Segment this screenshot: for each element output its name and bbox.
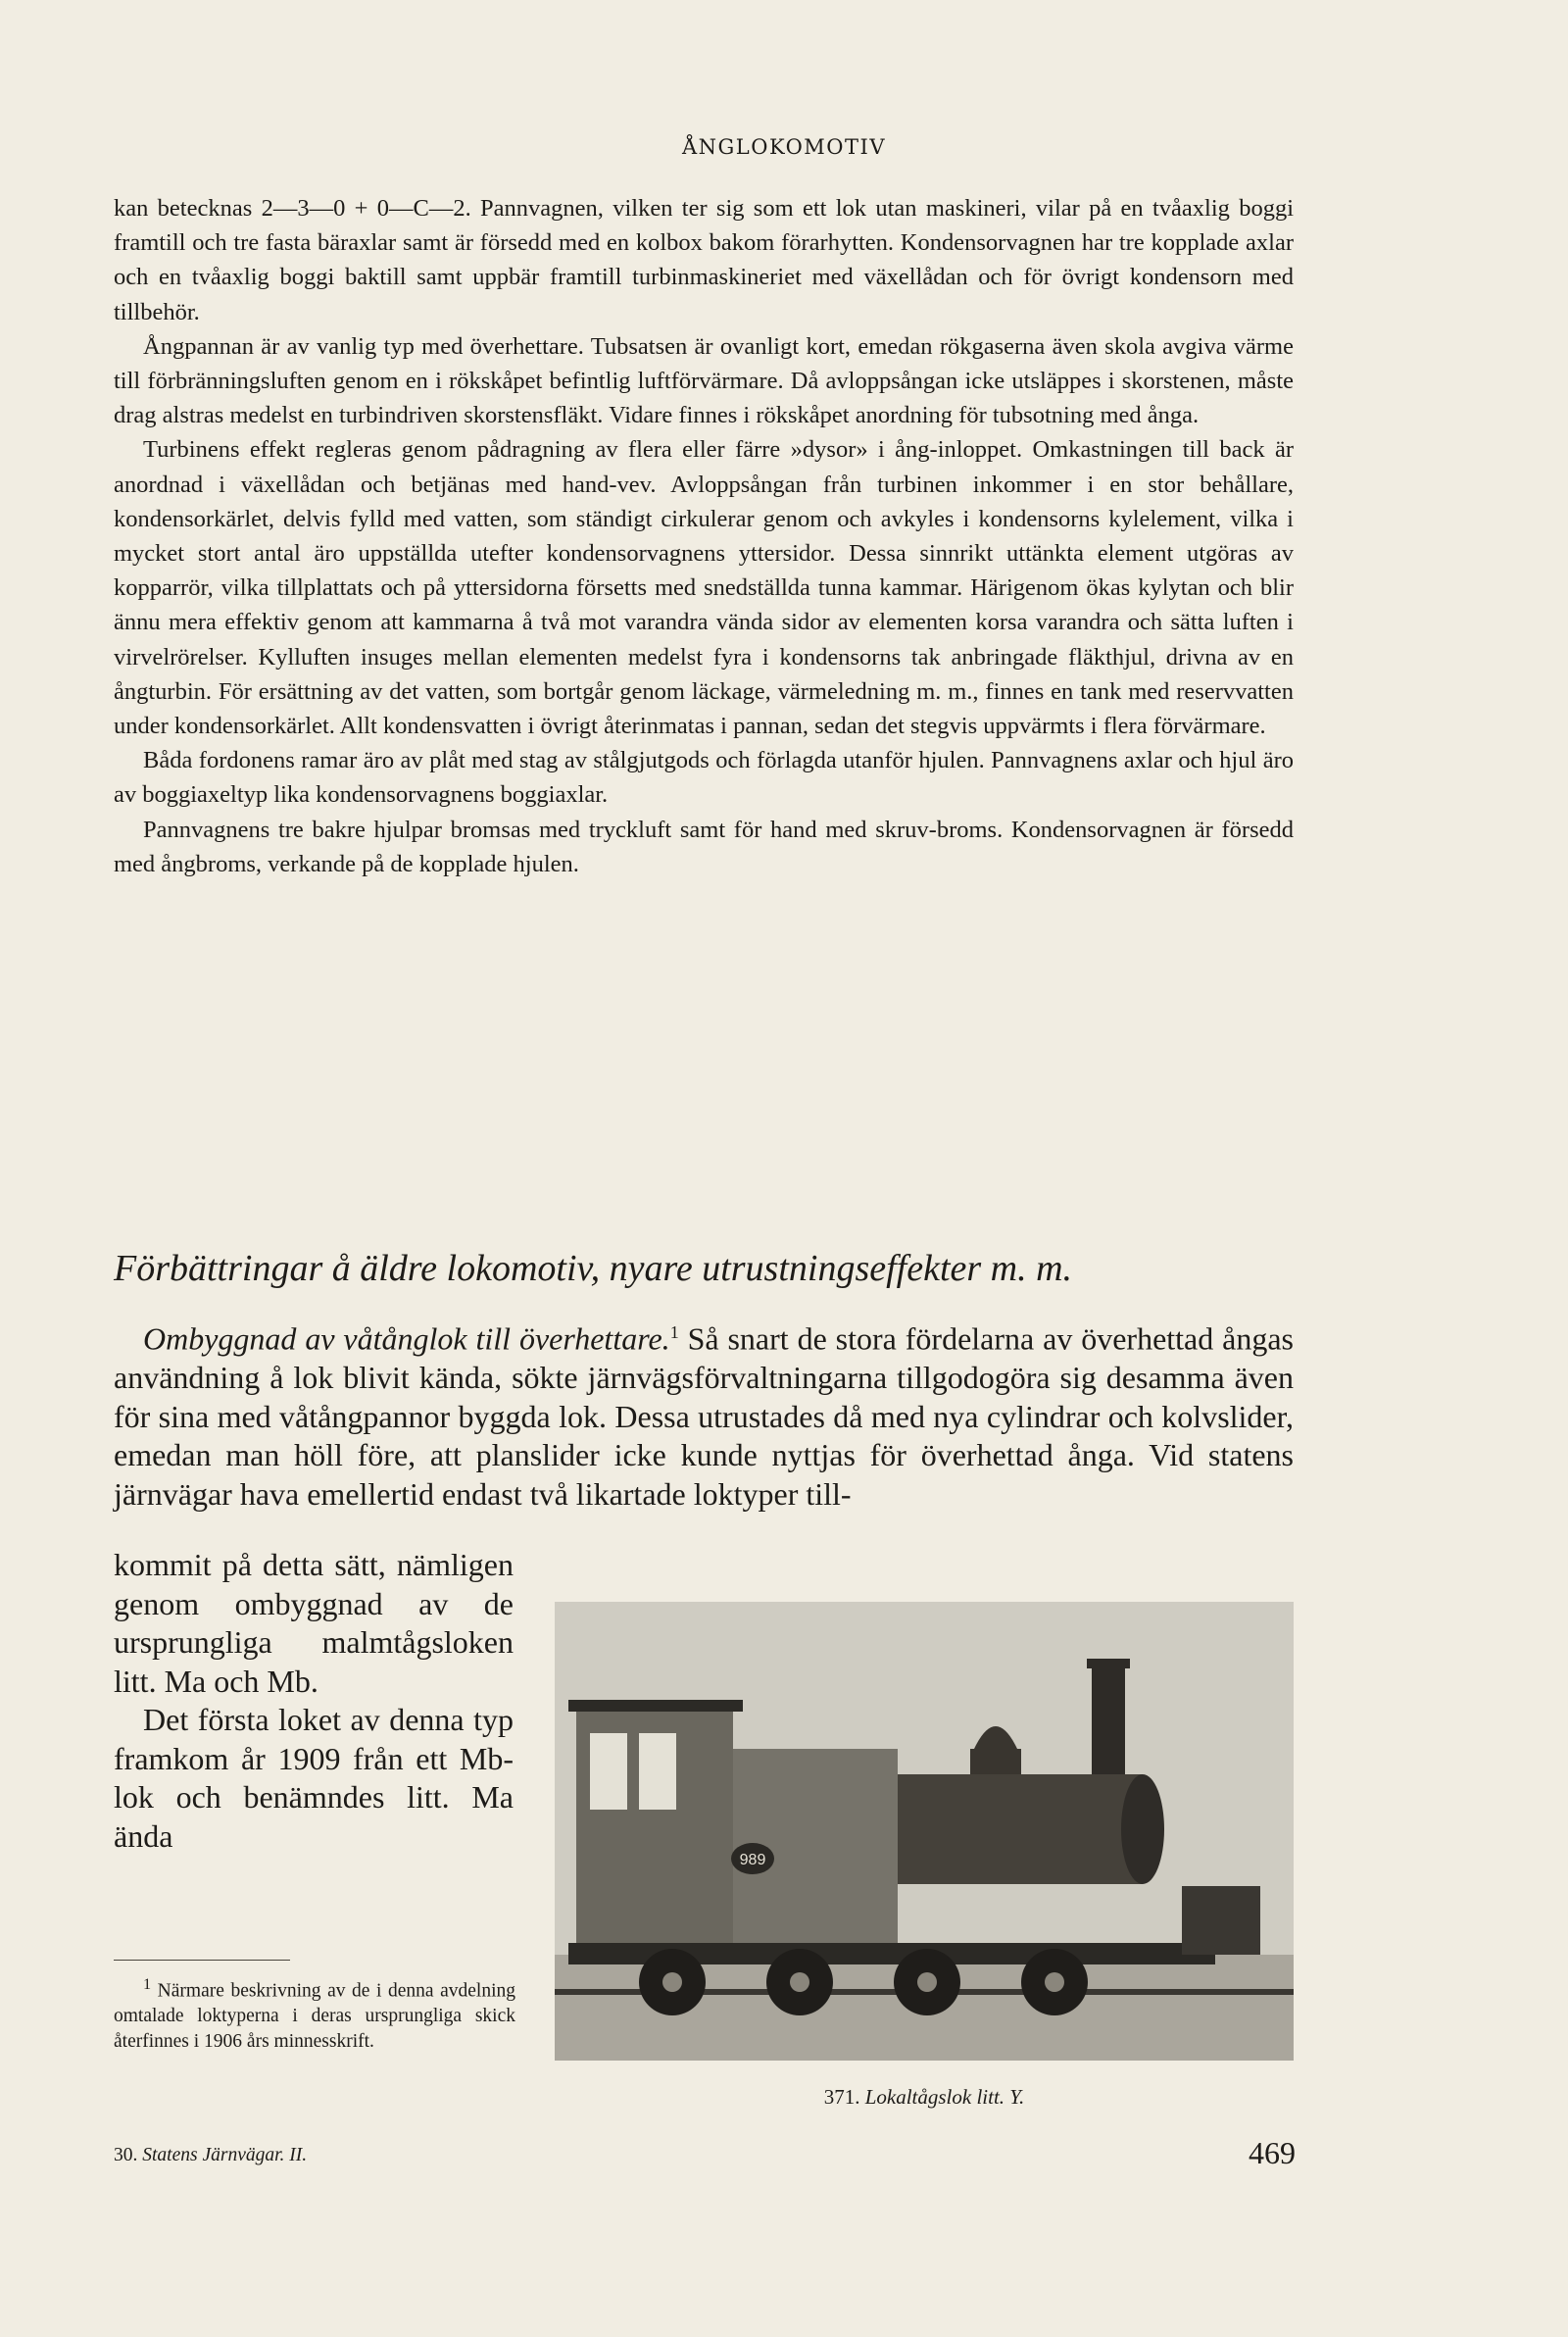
locomotive-illustration xyxy=(555,1602,1294,2061)
page-number: 469 xyxy=(1249,2135,1296,2170)
footnote-divider xyxy=(114,1960,290,1961)
footnote-marker: 1 xyxy=(143,1975,152,1993)
paragraph: Det första loket av denna typ framkom år 1909 från ett Mb-lok och benämndes litt. Ma ända xyxy=(114,1702,514,1854)
footnote xyxy=(114,1972,515,2054)
section-heading: Förbättringar å äldre lokomotiv, nyare utrustningseffekter m. m. xyxy=(114,1248,1073,1289)
paragraph: Båda fordonens ramar äro av plåt med stag av stålgjutgods och förlagda utanför hjulen. Pannvagnens axlar och hjul äro av boggiaxeltyp lika kondensorvagnens boggiaxlar. xyxy=(114,747,1294,809)
section-continued-text xyxy=(114,1546,514,1856)
figure-caption-text: Lokaltågslok litt. Y. xyxy=(864,2085,1025,2109)
paragraph: Pannvagnens tre bakre hjulpar bromsas med tryckluft samt för hand med skruv-broms. Kondensorvagnen är försedd med ångbroms, verkande på de kopplade hjulen. xyxy=(114,816,1294,877)
footnote-text: Närmare beskrivning av de i denna avdelning omtalade loktyperna i deras ursprungliga skick återfinnes i 1906 års minnesskrift. xyxy=(114,1980,515,2052)
section-lead-text: Så snart de stora fördelarna av överhettad ångas användning å lok blivit kända, sökte järnvägsförvaltningarna tillgodogöra sig desamma även för sina med våtångpannor byggda lok. Dessa utrustades då med nya cylindrar och kolvslider, emedan man höll före, att planslider icke kunde nyttjas för överhettad ånga. Vid statens järnvägar hava emellertid endast två likartade loktyper till- xyxy=(114,1320,1295,1512)
section-lead-italic: Ombyggnad av våtånglok till överhettare. xyxy=(143,1320,670,1357)
running-header: ÅNGLOKOMOTIV xyxy=(681,135,886,159)
locomotive-photo xyxy=(555,1602,1294,2061)
paragraph: kommit på detta sätt, nämligen genom ombyggnad av de ursprungliga malmtågsloken litt. Ma och Mb. xyxy=(114,1547,514,1699)
body-text xyxy=(114,191,1294,881)
section-intro xyxy=(114,1314,1294,1514)
footer-text: Statens Järnvägar. II. xyxy=(142,2145,308,2165)
figure-number: 371. xyxy=(823,2085,860,2109)
paragraph: kan betecknas 2—3—0 + 0—C—2. Pannvagnen, vilken ter sig som ett lok utan maskineri, vilar på en tvåaxlig boggi framtill och tre fasta bäraxlar samt är försedd med en kolbox bakom förarhytten. Kondensorvagnen har tre kopplade axlar och en tvåaxlig boggi baktill samt uppbär framtill turbinmaskineriet med växellådan och för övrigt kondensorn med tillbehör. xyxy=(114,195,1294,325)
paragraph: Turbinens effekt regleras genom pådragning av flera eller färre »dysor» i ång-inloppet. Omkastningen till back är anordnad i växellådan och betjänas med hand-vev. Avloppsångan från turbinen inkommer i en stor behållare, kondensorkärlet, delvis fylld med vatten, som ständigt cirkulerar genom och avkyles i kondensorns kylelement, vilka i mycket stort antal äro uppställda utefter kondensorvagnens yttersidor. Dessa sinnrikt uttänkta element utgöras av kopparrör, vilka tillplattats och på yttersidorna försetts med snedställda tunna kammar. Härigenom ökas kylytan och blir ännu mera effektiv genom att kammarna å två mot varandra vända sidor av elementen korsa varandra och sätta luften i virvelrörelser. Kylluften insuges mellan elementen medelst fyra i kondensorns tak anbringade fläkthjul, drivna av en ångturbin. För ersättning av det vatten, som bortgår genom läckage, värmeledning m. m., finnes en tank med reservvatten under kondensorkärlet. Allt kondensvatten i övrigt återinmatas i pannan, sedan det stegvis uppvärmts i flera förvärmare. xyxy=(114,436,1294,740)
figure-caption xyxy=(555,2085,1294,2110)
footnote-reference: 1 xyxy=(669,1322,679,1342)
paragraph: Ångpannan är av vanlig typ med överhettare. Tubsatsen är ovanligt kort, emedan rökgaserna även skola avgiva värme till förbränningsluften genom en i rökskåpet befintlig luftförvärmare. Då avloppsångan icke utsläppes i skorstenen, måste drag alstras medelst en turbindriven skorstensfläkt. Vidare finnes i rökskåpet anordning för tubsotning med ånga. xyxy=(114,332,1294,429)
footer-signature xyxy=(114,2145,307,2166)
footer-number: 30. xyxy=(114,2145,138,2165)
locomotive-number-plate: 989 xyxy=(739,1852,766,1868)
